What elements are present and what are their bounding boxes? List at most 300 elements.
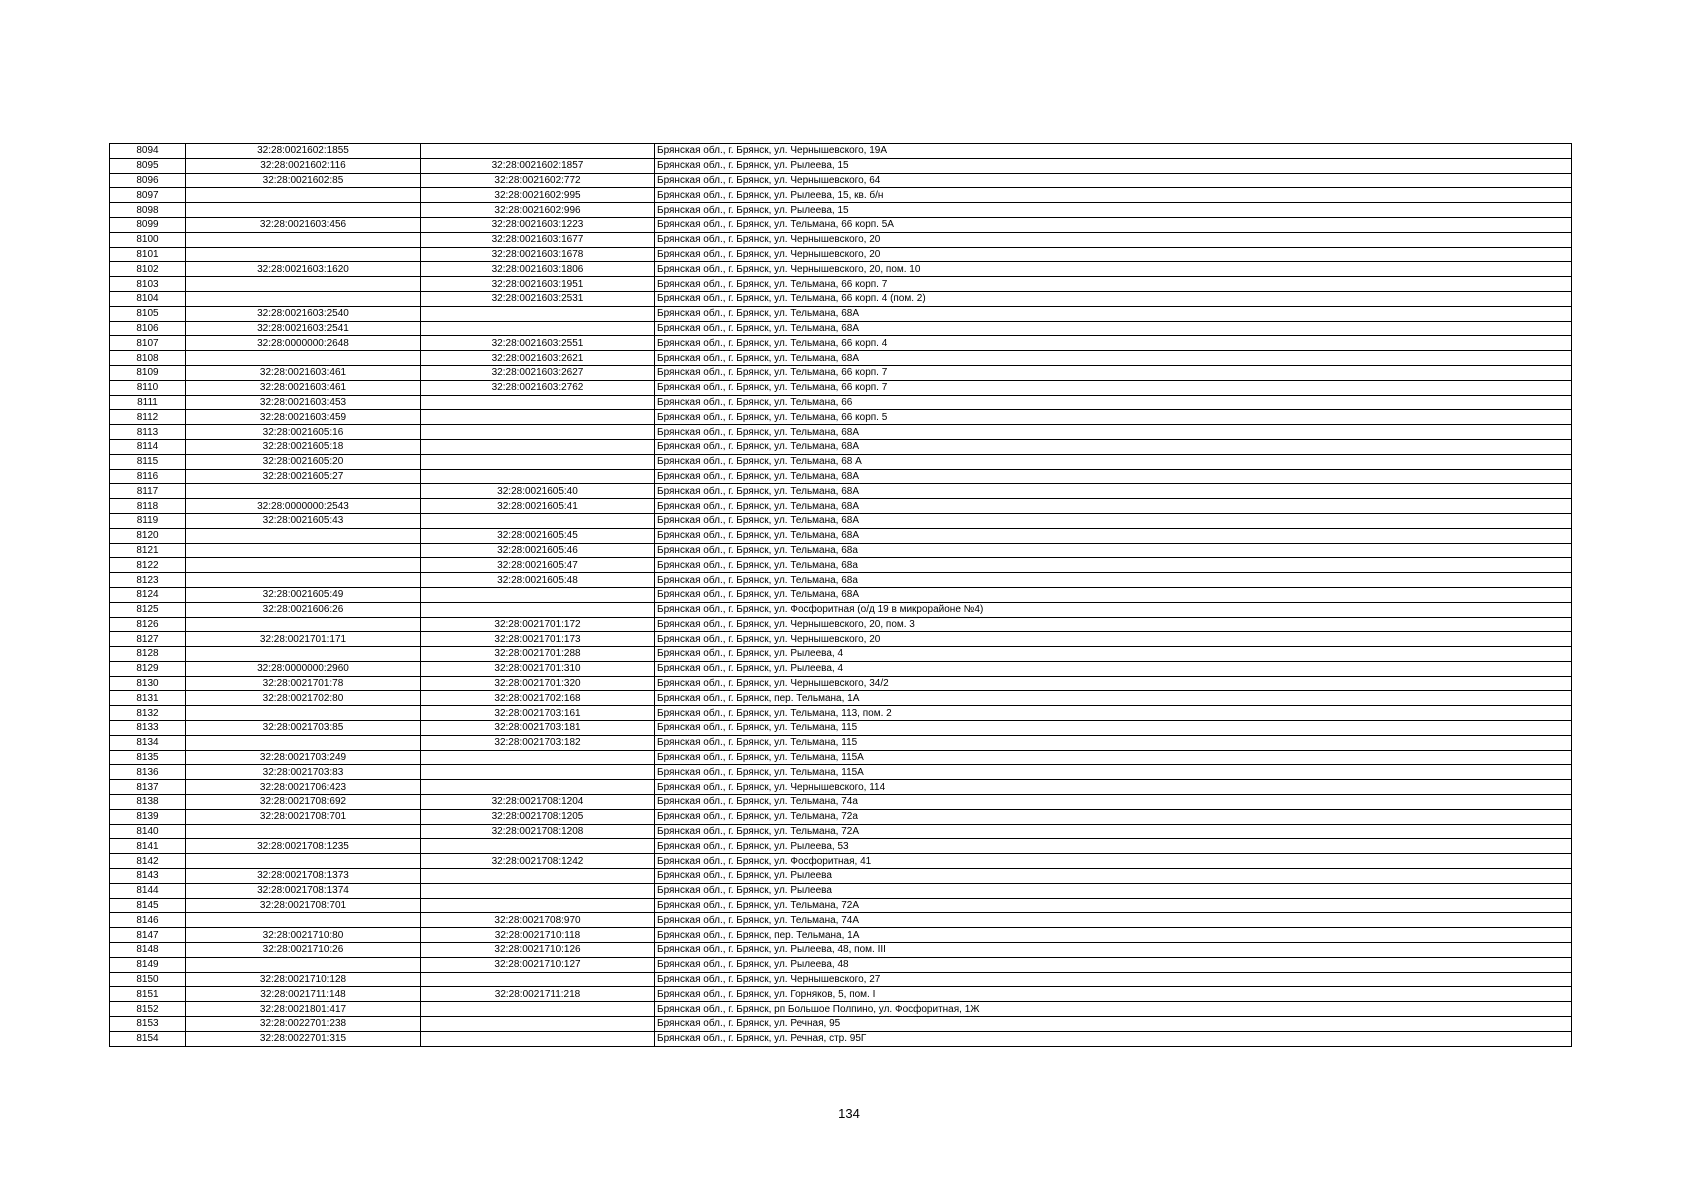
building-cadastral-number-cell [421, 1002, 655, 1017]
building-cadastral-number-cell [421, 439, 655, 454]
row-number-cell: 8106 [110, 321, 186, 336]
address-cell: Брянская обл., г. Брянск, ул. Тельмана, 115А [655, 750, 1572, 765]
address-cell: Брянская обл., г. Брянск, ул. Горняков, 5, пом. I [655, 987, 1572, 1002]
building-cadastral-number-cell [421, 395, 655, 410]
row-number-cell: 8124 [110, 587, 186, 602]
row-number-cell: 8154 [110, 1031, 186, 1046]
land-cadastral-number-cell [186, 247, 421, 262]
building-cadastral-number-cell: 32:28:0021603:1677 [421, 232, 655, 247]
row-number-cell: 8109 [110, 365, 186, 380]
row-number-cell: 8103 [110, 277, 186, 292]
land-cadastral-number-cell [186, 558, 421, 573]
row-number-cell: 8107 [110, 336, 186, 351]
land-cadastral-number-cell: 32:28:0021603:2540 [186, 306, 421, 321]
address-cell: Брянская обл., г. Брянск, ул. Тельмана, 68А [655, 513, 1572, 528]
address-cell: Брянская обл., г. Брянск, ул. Тельмана, 68А [655, 587, 1572, 602]
row-number-cell: 8152 [110, 1002, 186, 1017]
row-number-cell: 8149 [110, 957, 186, 972]
building-cadastral-number-cell: 32:28:0021603:2627 [421, 365, 655, 380]
row-number-cell: 8094 [110, 144, 186, 159]
land-cadastral-number-cell [186, 735, 421, 750]
land-cadastral-number-cell: 32:28:0021708:692 [186, 795, 421, 810]
table-row [110, 587, 1572, 602]
building-cadastral-number-cell: 32:28:0021603:2762 [421, 380, 655, 395]
table-row [110, 957, 1572, 972]
land-cadastral-number-cell [186, 528, 421, 543]
table-row [110, 780, 1572, 795]
row-number-cell: 8145 [110, 898, 186, 913]
table-row [110, 795, 1572, 810]
address-cell: Брянская обл., г. Брянск, ул. Чернышевского, 20 [655, 632, 1572, 647]
address-cell: Брянская обл., г. Брянск, пер. Тельмана, 1А [655, 928, 1572, 943]
address-cell: Брянская обл., г. Брянск, ул. Рылеева [655, 869, 1572, 884]
row-number-cell: 8146 [110, 913, 186, 928]
row-number-cell: 8113 [110, 425, 186, 440]
building-cadastral-number-cell [421, 425, 655, 440]
table-row [110, 528, 1572, 543]
land-cadastral-number-cell: 32:28:0021605:43 [186, 513, 421, 528]
row-number-cell: 8130 [110, 676, 186, 691]
building-cadastral-number-cell: 32:28:0021710:118 [421, 928, 655, 943]
row-number-cell: 8122 [110, 558, 186, 573]
address-cell: Брянская обл., г. Брянск, ул. Тельмана, 66 [655, 395, 1572, 410]
address-cell: Брянская обл., г. Брянск, ул. Рылеева, 53 [655, 839, 1572, 854]
building-cadastral-number-cell: 32:28:0021602:995 [421, 188, 655, 203]
address-cell: Брянская обл., г. Брянск, ул. Чернышевского, 34/2 [655, 676, 1572, 691]
address-cell: Брянская обл., г. Брянск, ул. Тельмана, 74А [655, 913, 1572, 928]
registry-table [109, 143, 1572, 1047]
table-row [110, 351, 1572, 366]
address-cell: Брянская обл., г. Брянск, ул. Тельмана, 72А [655, 824, 1572, 839]
building-cadastral-number-cell: 32:28:0021605:41 [421, 499, 655, 514]
table-row [110, 144, 1572, 159]
address-cell: Брянская обл., г. Брянск, рп Большое Полпино, ул. Фосфоритная, 1Ж [655, 1002, 1572, 1017]
building-cadastral-number-cell [421, 469, 655, 484]
building-cadastral-number-cell [421, 972, 655, 987]
row-number-cell: 8119 [110, 513, 186, 528]
address-cell: Брянская обл., г. Брянск, ул. Тельмана, 68А [655, 439, 1572, 454]
table-row [110, 706, 1572, 721]
address-cell: Брянская обл., г. Брянск, ул. Рылеева, 48 [655, 957, 1572, 972]
building-cadastral-number-cell: 32:28:0021702:168 [421, 691, 655, 706]
row-number-cell: 8105 [110, 306, 186, 321]
land-cadastral-number-cell: 32:28:0021602:85 [186, 173, 421, 188]
table-row [110, 173, 1572, 188]
row-number-cell: 8116 [110, 469, 186, 484]
land-cadastral-number-cell: 32:28:0021710:80 [186, 928, 421, 943]
land-cadastral-number-cell: 32:28:0021701:78 [186, 676, 421, 691]
row-number-cell: 8101 [110, 247, 186, 262]
land-cadastral-number-cell [186, 913, 421, 928]
address-cell: Брянская обл., г. Брянск, ул. Чернышевского, 20 [655, 232, 1572, 247]
table-row [110, 691, 1572, 706]
land-cadastral-number-cell [186, 706, 421, 721]
land-cadastral-number-cell: 32:28:0021710:26 [186, 943, 421, 958]
land-cadastral-number-cell: 32:28:0021702:80 [186, 691, 421, 706]
row-number-cell: 8098 [110, 203, 186, 218]
land-cadastral-number-cell: 32:28:0000000:2543 [186, 499, 421, 514]
building-cadastral-number-cell: 32:28:0021603:1223 [421, 217, 655, 232]
building-cadastral-number-cell: 32:28:0021703:182 [421, 735, 655, 750]
building-cadastral-number-cell [421, 513, 655, 528]
row-number-cell: 8131 [110, 691, 186, 706]
land-cadastral-number-cell [186, 203, 421, 218]
row-number-cell: 8123 [110, 573, 186, 588]
table-row [110, 1002, 1572, 1017]
land-cadastral-number-cell: 32:28:0021602:1855 [186, 144, 421, 159]
land-cadastral-number-cell: 32:28:0021603:456 [186, 217, 421, 232]
building-cadastral-number-cell: 32:28:0021605:48 [421, 573, 655, 588]
address-cell: Брянская обл., г. Брянск, ул. Тельмана, 68А [655, 351, 1572, 366]
land-cadastral-number-cell: 32:28:0021703:249 [186, 750, 421, 765]
table-row [110, 647, 1572, 662]
address-cell: Брянская обл., г. Брянск, ул. Тельмана, 66 корп. 5А [655, 217, 1572, 232]
land-cadastral-number-cell: 32:28:0021701:171 [186, 632, 421, 647]
row-number-cell: 8096 [110, 173, 186, 188]
table-row [110, 543, 1572, 558]
address-cell: Брянская обл., г. Брянск, ул. Тельмана, 68А [655, 469, 1572, 484]
building-cadastral-number-cell: 32:28:0021603:2621 [421, 351, 655, 366]
table-row [110, 410, 1572, 425]
row-number-cell: 8153 [110, 1017, 186, 1032]
building-cadastral-number-cell: 32:28:0021710:126 [421, 943, 655, 958]
land-cadastral-number-cell [186, 277, 421, 292]
building-cadastral-number-cell: 32:28:0021605:47 [421, 558, 655, 573]
table-row [110, 883, 1572, 898]
row-number-cell: 8120 [110, 528, 186, 543]
address-cell: Брянская обл., г. Брянск, ул. Тельмана, 68А [655, 321, 1572, 336]
table-row [110, 987, 1572, 1002]
address-cell: Брянская обл., г. Брянск, ул. Тельмана, 68А [655, 528, 1572, 543]
table-row [110, 469, 1572, 484]
table-row [110, 632, 1572, 647]
building-cadastral-number-cell: 32:28:0021603:2531 [421, 291, 655, 306]
row-number-cell: 8141 [110, 839, 186, 854]
page-number: 134 [838, 1106, 860, 1121]
building-cadastral-number-cell: 32:28:0021703:161 [421, 706, 655, 721]
table-row [110, 425, 1572, 440]
address-cell: Брянская обл., г. Брянск, ул. Тельмана, 68А [655, 425, 1572, 440]
building-cadastral-number-cell [421, 869, 655, 884]
row-number-cell: 8150 [110, 972, 186, 987]
building-cadastral-number-cell: 32:28:0021602:772 [421, 173, 655, 188]
row-number-cell: 8139 [110, 809, 186, 824]
land-cadastral-number-cell: 32:28:0021711:148 [186, 987, 421, 1002]
table-row [110, 765, 1572, 780]
land-cadastral-number-cell: 32:28:0021703:83 [186, 765, 421, 780]
row-number-cell: 8102 [110, 262, 186, 277]
land-cadastral-number-cell: 32:28:0021706:423 [186, 780, 421, 795]
address-cell: Брянская обл., г. Брянск, ул. Чернышевского, 20 [655, 247, 1572, 262]
building-cadastral-number-cell [421, 1017, 655, 1032]
building-cadastral-number-cell: 32:28:0021703:181 [421, 721, 655, 736]
address-cell: Брянская обл., г. Брянск, ул. Рылеева, 4 [655, 661, 1572, 676]
building-cadastral-number-cell: 32:28:0021605:40 [421, 484, 655, 499]
building-cadastral-number-cell: 32:28:0021605:46 [421, 543, 655, 558]
address-cell: Брянская обл., г. Брянск, ул. Чернышевского, 27 [655, 972, 1572, 987]
table-row [110, 262, 1572, 277]
land-cadastral-number-cell [186, 573, 421, 588]
land-cadastral-number-cell: 32:28:0021605:20 [186, 454, 421, 469]
address-cell: Брянская обл., г. Брянск, ул. Тельмана, 66 корп. 7 [655, 365, 1572, 380]
land-cadastral-number-cell: 32:28:0021710:128 [186, 972, 421, 987]
address-cell: Брянская обл., г. Брянск, ул. Тельмана, 115А [655, 765, 1572, 780]
address-cell: Брянская обл., г. Брянск, ул. Тельмана, 74а [655, 795, 1572, 810]
table-row [110, 943, 1572, 958]
land-cadastral-number-cell: 32:28:0021605:16 [186, 425, 421, 440]
row-number-cell: 8133 [110, 721, 186, 736]
address-cell: Брянская обл., г. Брянск, ул. Тельмана, 113, пом. 2 [655, 706, 1572, 721]
address-cell: Брянская обл., г. Брянск, ул. Рылеева, 15 [655, 203, 1572, 218]
land-cadastral-number-cell: 32:28:0021603:459 [186, 410, 421, 425]
table-row [110, 277, 1572, 292]
table-row [110, 824, 1572, 839]
address-cell: Брянская обл., г. Брянск, ул. Тельмана, 66 корп. 5 [655, 410, 1572, 425]
table-row [110, 839, 1572, 854]
row-number-cell: 8129 [110, 661, 186, 676]
building-cadastral-number-cell: 32:28:0021701:173 [421, 632, 655, 647]
building-cadastral-number-cell: 32:28:0021603:2551 [421, 336, 655, 351]
table-row [110, 439, 1572, 454]
land-cadastral-number-cell: 32:28:0021708:1374 [186, 883, 421, 898]
address-cell: Брянская обл., г. Брянск, ул. Тельмана, 68А [655, 484, 1572, 499]
table-row [110, 499, 1572, 514]
row-number-cell: 8111 [110, 395, 186, 410]
building-cadastral-number-cell: 32:28:0021708:1204 [421, 795, 655, 810]
address-cell: Брянская обл., г. Брянск, ул. Рылеева, 15, кв. б/н [655, 188, 1572, 203]
row-number-cell: 8140 [110, 824, 186, 839]
row-number-cell: 8114 [110, 439, 186, 454]
land-cadastral-number-cell: 32:28:0021603:461 [186, 380, 421, 395]
row-number-cell: 8126 [110, 617, 186, 632]
row-number-cell: 8115 [110, 454, 186, 469]
table-row [110, 750, 1572, 765]
address-cell: Брянская обл., г. Брянск, ул. Тельмана, 68А [655, 499, 1572, 514]
land-cadastral-number-cell: 32:28:0000000:2648 [186, 336, 421, 351]
registry-table-body [110, 144, 1572, 1047]
table-row [110, 913, 1572, 928]
building-cadastral-number-cell: 32:28:0021708:970 [421, 913, 655, 928]
table-row [110, 869, 1572, 884]
land-cadastral-number-cell [186, 854, 421, 869]
building-cadastral-number-cell [421, 410, 655, 425]
building-cadastral-number-cell: 32:28:0021602:1857 [421, 158, 655, 173]
address-cell: Брянская обл., г. Брянск, ул. Тельмана, 115 [655, 721, 1572, 736]
address-cell: Брянская обл., г. Брянск, ул. Тельмана, 72А [655, 898, 1572, 913]
table-row [110, 291, 1572, 306]
table-row [110, 972, 1572, 987]
table-row [110, 1017, 1572, 1032]
table-row [110, 1031, 1572, 1046]
land-cadastral-number-cell [186, 543, 421, 558]
land-cadastral-number-cell: 32:28:0021801:417 [186, 1002, 421, 1017]
address-cell: Брянская обл., г. Брянск, ул. Чернышевского, 19А [655, 144, 1572, 159]
table-row [110, 247, 1572, 262]
building-cadastral-number-cell [421, 839, 655, 854]
table-row [110, 928, 1572, 943]
row-number-cell: 8136 [110, 765, 186, 780]
table-row [110, 617, 1572, 632]
address-cell: Брянская обл., г. Брянск, ул. Чернышевского, 114 [655, 780, 1572, 795]
row-number-cell: 8108 [110, 351, 186, 366]
table-row [110, 336, 1572, 351]
row-number-cell: 8144 [110, 883, 186, 898]
table-row [110, 321, 1572, 336]
table-row [110, 484, 1572, 499]
building-cadastral-number-cell: 32:28:0021701:172 [421, 617, 655, 632]
address-cell: Брянская обл., г. Брянск, ул. Тельмана, 68а [655, 543, 1572, 558]
building-cadastral-number-cell [421, 321, 655, 336]
building-cadastral-number-cell: 32:28:0021701:288 [421, 647, 655, 662]
land-cadastral-number-cell [186, 232, 421, 247]
table-row [110, 188, 1572, 203]
row-number-cell: 8147 [110, 928, 186, 943]
table-row [110, 676, 1572, 691]
land-cadastral-number-cell [186, 957, 421, 972]
land-cadastral-number-cell: 32:28:0021708:1235 [186, 839, 421, 854]
building-cadastral-number-cell: 32:28:0021602:996 [421, 203, 655, 218]
building-cadastral-number-cell: 32:28:0021605:45 [421, 528, 655, 543]
table-row [110, 721, 1572, 736]
land-cadastral-number-cell: 32:28:0022701:238 [186, 1017, 421, 1032]
land-cadastral-number-cell [186, 188, 421, 203]
row-number-cell: 8137 [110, 780, 186, 795]
building-cadastral-number-cell [421, 144, 655, 159]
address-cell: Брянская обл., г. Брянск, ул. Тельмана, 68 А [655, 454, 1572, 469]
land-cadastral-number-cell [186, 647, 421, 662]
row-number-cell: 8142 [110, 854, 186, 869]
building-cadastral-number-cell: 32:28:0021603:1806 [421, 262, 655, 277]
land-cadastral-number-cell: 32:28:0021605:49 [186, 587, 421, 602]
building-cadastral-number-cell [421, 454, 655, 469]
building-cadastral-number-cell [421, 765, 655, 780]
address-cell: Брянская обл., г. Брянск, ул. Тельмана, 66 корп. 7 [655, 277, 1572, 292]
land-cadastral-number-cell [186, 617, 421, 632]
row-number-cell: 8095 [110, 158, 186, 173]
land-cadastral-number-cell: 32:28:0021603:1620 [186, 262, 421, 277]
table-row [110, 661, 1572, 676]
table-row [110, 232, 1572, 247]
address-cell: Брянская обл., г. Брянск, ул. Чернышевского, 64 [655, 173, 1572, 188]
row-number-cell: 8100 [110, 232, 186, 247]
address-cell: Брянская обл., г. Брянск, ул. Тельмана, 72а [655, 809, 1572, 824]
land-cadastral-number-cell: 32:28:0021708:701 [186, 898, 421, 913]
land-cadastral-number-cell: 32:28:0021603:2541 [186, 321, 421, 336]
address-cell: Брянская обл., г. Брянск, ул. Чернышевского, 20, пом. 3 [655, 617, 1572, 632]
land-cadastral-number-cell: 32:28:0021606:26 [186, 602, 421, 617]
row-number-cell: 8121 [110, 543, 186, 558]
building-cadastral-number-cell: 32:28:0021708:1242 [421, 854, 655, 869]
building-cadastral-number-cell [421, 780, 655, 795]
row-number-cell: 8151 [110, 987, 186, 1002]
building-cadastral-number-cell: 32:28:0021710:127 [421, 957, 655, 972]
row-number-cell: 8135 [110, 750, 186, 765]
land-cadastral-number-cell [186, 484, 421, 499]
address-cell: Брянская обл., г. Брянск, ул. Рылеева, 4 [655, 647, 1572, 662]
address-cell: Брянская обл., г. Брянск, пер. Тельмана, 1А [655, 691, 1572, 706]
row-number-cell: 8128 [110, 647, 186, 662]
building-cadastral-number-cell [421, 602, 655, 617]
address-cell: Брянская обл., г. Брянск, ул. Тельмана, 66 корп. 4 (пом. 2) [655, 291, 1572, 306]
land-cadastral-number-cell: 32:28:0000000:2960 [186, 661, 421, 676]
row-number-cell: 8148 [110, 943, 186, 958]
row-number-cell: 8132 [110, 706, 186, 721]
table-row [110, 306, 1572, 321]
land-cadastral-number-cell: 32:28:0021605:18 [186, 439, 421, 454]
building-cadastral-number-cell [421, 883, 655, 898]
building-cadastral-number-cell: 32:28:0021603:1678 [421, 247, 655, 262]
address-cell: Брянская обл., г. Брянск, ул. Тельмана, 115 [655, 735, 1572, 750]
table-row [110, 217, 1572, 232]
address-cell: Брянская обл., г. Брянск, ул. Рылеева, 15 [655, 158, 1572, 173]
address-cell: Брянская обл., г. Брянск, ул. Рылеева, 48, пом. III [655, 943, 1572, 958]
table-row [110, 454, 1572, 469]
land-cadastral-number-cell: 32:28:0021602:116 [186, 158, 421, 173]
address-cell: Брянская обл., г. Брянск, ул. Рылеева [655, 883, 1572, 898]
address-cell: Брянская обл., г. Брянск, ул. Тельмана, 68А [655, 306, 1572, 321]
address-cell: Брянская обл., г. Брянск, ул. Тельмана, 66 корп. 4 [655, 336, 1572, 351]
land-cadastral-number-cell [186, 291, 421, 306]
table-row [110, 735, 1572, 750]
row-number-cell: 8118 [110, 499, 186, 514]
land-cadastral-number-cell: 32:28:0021605:27 [186, 469, 421, 484]
building-cadastral-number-cell: 32:28:0021701:320 [421, 676, 655, 691]
building-cadastral-number-cell [421, 306, 655, 321]
land-cadastral-number-cell: 32:28:0021708:701 [186, 809, 421, 824]
table-row [110, 513, 1572, 528]
table-row [110, 380, 1572, 395]
building-cadastral-number-cell: 32:28:0021711:218 [421, 987, 655, 1002]
land-cadastral-number-cell [186, 824, 421, 839]
address-cell: Брянская обл., г. Брянск, ул. Тельмана, 68а [655, 573, 1572, 588]
land-cadastral-number-cell: 32:28:0021708:1373 [186, 869, 421, 884]
building-cadastral-number-cell [421, 898, 655, 913]
table-row [110, 602, 1572, 617]
building-cadastral-number-cell [421, 1031, 655, 1046]
row-number-cell: 8143 [110, 869, 186, 884]
row-number-cell: 8134 [110, 735, 186, 750]
row-number-cell: 8099 [110, 217, 186, 232]
table-row [110, 898, 1572, 913]
row-number-cell: 8097 [110, 188, 186, 203]
address-cell: Брянская обл., г. Брянск, ул. Фосфоритная (о/д 19 в микрорайоне №4) [655, 602, 1572, 617]
row-number-cell: 8127 [110, 632, 186, 647]
row-number-cell: 8104 [110, 291, 186, 306]
row-number-cell: 8125 [110, 602, 186, 617]
address-cell: Брянская обл., г. Брянск, ул. Чернышевского, 20, пом. 10 [655, 262, 1572, 277]
building-cadastral-number-cell: 32:28:0021603:1951 [421, 277, 655, 292]
table-row [110, 558, 1572, 573]
address-cell: Брянская обл., г. Брянск, ул. Тельмана, 68а [655, 558, 1572, 573]
land-cadastral-number-cell: 32:28:0022701:315 [186, 1031, 421, 1046]
address-cell: Брянская обл., г. Брянск, ул. Фосфоритная, 41 [655, 854, 1572, 869]
table-row [110, 573, 1572, 588]
row-number-cell: 8138 [110, 795, 186, 810]
table-row [110, 809, 1572, 824]
table-row [110, 365, 1572, 380]
building-cadastral-number-cell: 32:28:0021708:1208 [421, 824, 655, 839]
land-cadastral-number-cell: 32:28:0021603:461 [186, 365, 421, 380]
land-cadastral-number-cell: 32:28:0021603:453 [186, 395, 421, 410]
building-cadastral-number-cell: 32:28:0021701:310 [421, 661, 655, 676]
table-row [110, 395, 1572, 410]
table-row [110, 203, 1572, 218]
row-number-cell: 8117 [110, 484, 186, 499]
land-cadastral-number-cell: 32:28:0021703:85 [186, 721, 421, 736]
row-number-cell: 8112 [110, 410, 186, 425]
land-cadastral-number-cell [186, 351, 421, 366]
building-cadastral-number-cell [421, 587, 655, 602]
